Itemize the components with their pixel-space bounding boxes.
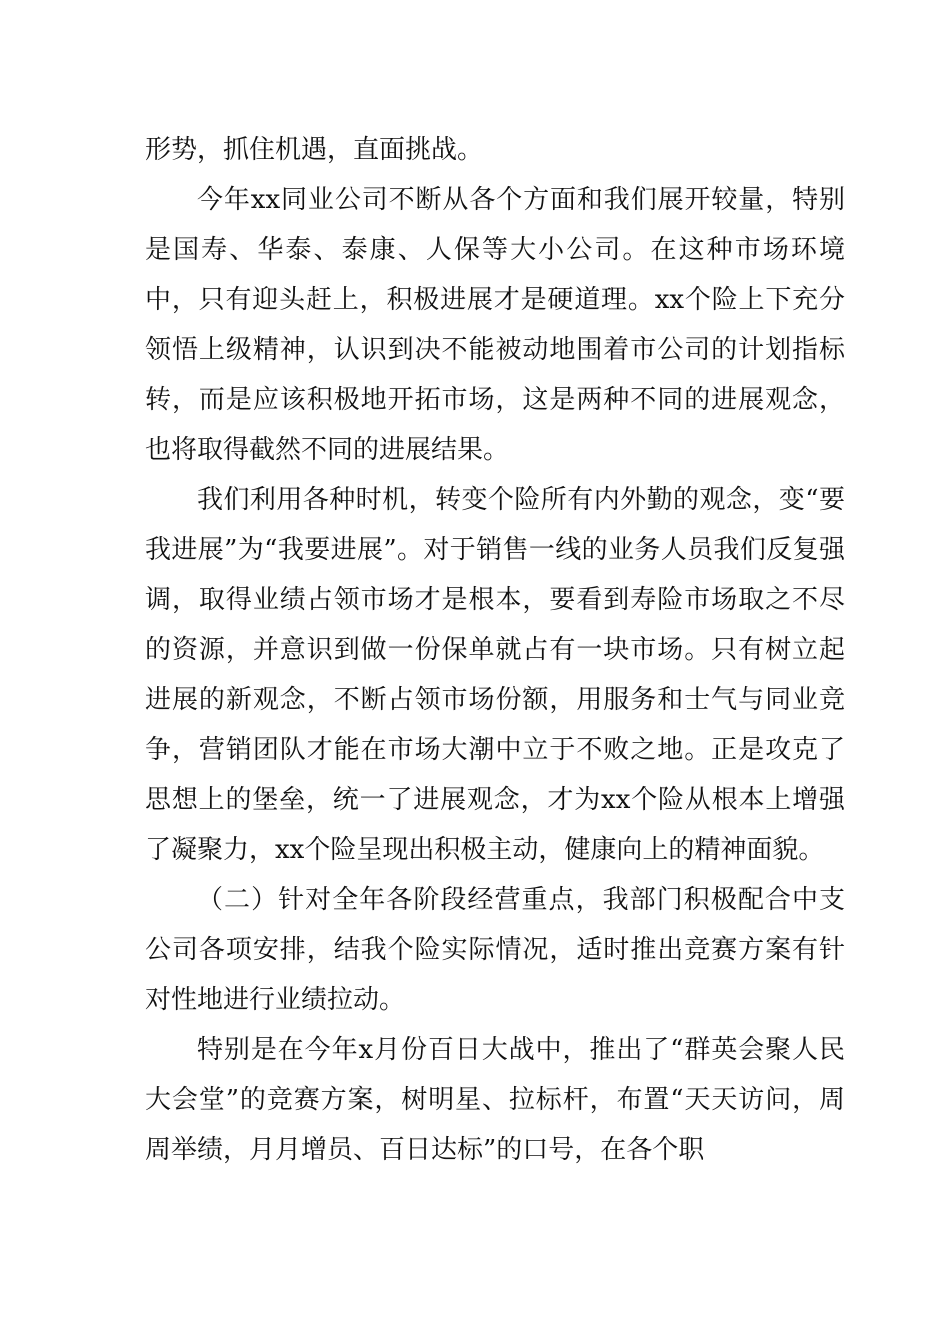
paragraph-competition: 今年xx同业公司不断从各个方面和我们展开较量，特别是国寿、华泰、泰康、人保等大小公司。在这种市场环境中，只有迎头赶上，积极进展才是硬道理。xx个险上下充分领悟上级精神，认识到决不能被动地围着市公司的计划指标转，而是应该积极地开拓市场，这是两种不同的进展观念，也将取得截然不同的进展结果。 — [145, 185, 845, 465]
paragraph-continuation: 形势，抓住机遇，直面挑战。 — [145, 135, 484, 165]
paragraph-section-two: （二）针对全年各阶段经营重点，我部门积极配合中支公司各项安排，结我个险实际情况，适时推出竞赛方案有针对性地进行业绩拉动。 — [145, 885, 845, 1015]
paragraph-hundred-day-campaign: 特别是在今年x月份百日大战中，推出了“群英会聚人民大会堂”的竞赛方案，树明星、拉标杆，布置“天天访问，周周举绩，月月增员、百日达标”的口号，在各个职 — [145, 1035, 845, 1165]
body-text — [145, 125, 845, 1175]
paragraph-concept-change: 我们利用各种时机，转变个险所有内外勤的观念，变“要我进展”为“我要进展”。对于销售一线的业务人员我们反复强调，取得业绩占领市场才是根本，要看到寿险市场取之不尽的资源，并意识到做一份保单就占有一块市场。只有树立起进展的新观念，不断占领市场份额，用服务和士气与同业竞争，营销团队才能在市场大潮中立于不败之地。正是攻克了思想上的堡垒，统一了进展观念，才为xx个险从根本上增强了凝聚力，xx个险呈现出积极主动，健康向上的精神面貌。 — [145, 485, 845, 865]
